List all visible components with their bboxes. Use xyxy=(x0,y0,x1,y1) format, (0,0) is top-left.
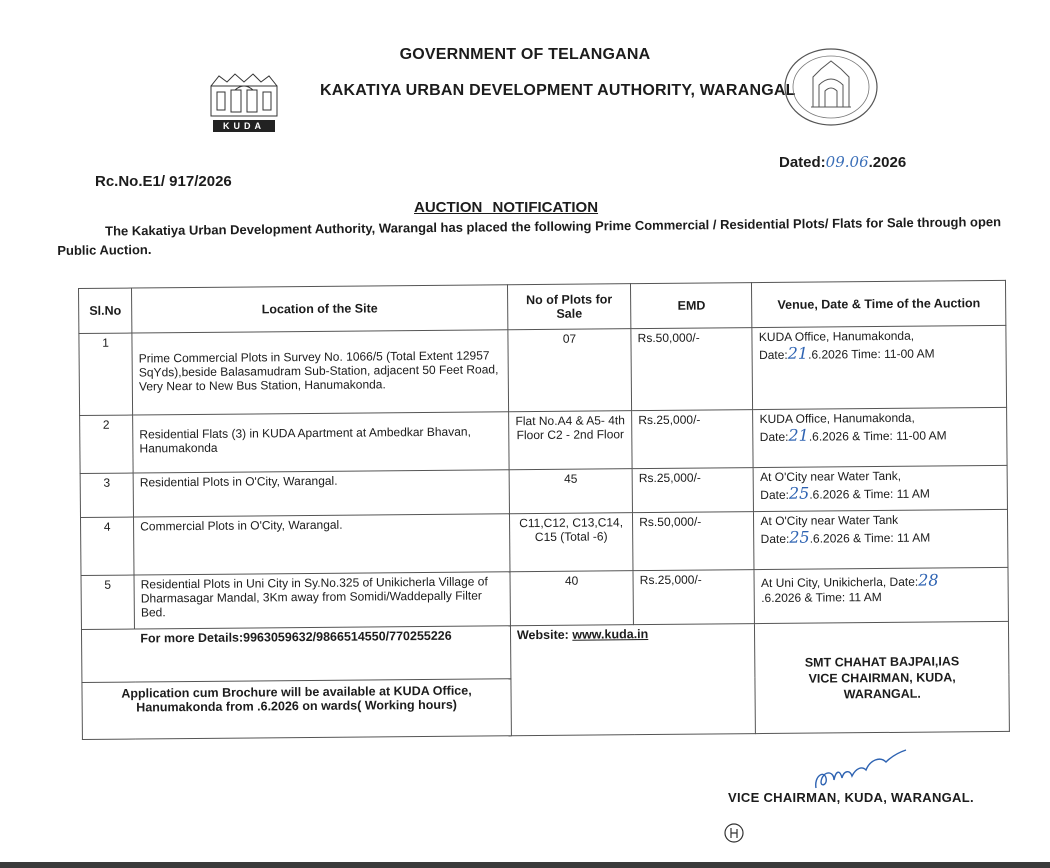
row-emd: Rs.25,000/- xyxy=(633,570,755,625)
intro-paragraph xyxy=(57,212,1027,260)
date-suffix: .6.2026 & Time: 11 AM xyxy=(809,530,931,546)
row-venue xyxy=(753,407,1007,467)
table-row xyxy=(80,407,1007,473)
row-venue xyxy=(754,509,1008,569)
dated-line xyxy=(779,153,906,171)
auction-table xyxy=(78,280,1010,740)
date-suffix: .6.2026 & Time: 11 AM xyxy=(809,486,930,502)
date-prefix: Date: xyxy=(760,487,790,503)
row-plots: 07 xyxy=(508,329,632,412)
row-sl: 1 xyxy=(79,333,133,415)
venue-date xyxy=(759,342,1000,363)
footer-row-contact xyxy=(81,621,1008,682)
header-emd: EMD xyxy=(631,283,753,329)
table-header-row xyxy=(79,280,1006,333)
dated-year: .2026 xyxy=(868,154,907,171)
venue-place: KUDA Office, Hanumakonda, xyxy=(758,328,915,345)
notice-title: AUCTION NOTIFICATION xyxy=(414,199,599,216)
row-sl: 5 xyxy=(81,575,135,629)
venue-place: KUDA Office, Hanumakonda, xyxy=(759,410,915,427)
official-title: VICE CHAIRMAN, KUDA, xyxy=(808,669,956,686)
row-location: Commercial Plots in O'City, Warangal. xyxy=(134,514,510,575)
header-venue: Venue, Date & Time of the Auction xyxy=(752,280,1006,327)
row-emd: Rs.50,000/- xyxy=(633,512,755,571)
date-prefix: Date: xyxy=(758,347,788,363)
dated-handwritten: 09.06 xyxy=(825,153,869,171)
row-location: Residential Plots in O'City, Warangal. xyxy=(133,470,509,517)
row-location: Prime Commercial Plots in Survey No. 1066/5 (Total Extent 12957 SqYds),beside Balasamudram Sub-Station, adjacent 50 Feet Road, Very Near to New Bus Station, Hanumakonda. xyxy=(132,330,508,415)
intro-line-2: Public Auction. xyxy=(57,242,152,258)
government-heading: GOVERNMENT OF TELANGANA xyxy=(399,46,651,63)
row-emd: Rs.50,000/- xyxy=(631,328,753,411)
row-emd: Rs.25,000/- xyxy=(632,468,754,513)
row-venue xyxy=(754,567,1008,623)
venue-place xyxy=(761,570,1002,591)
row-sl: 4 xyxy=(81,517,135,575)
table-row xyxy=(79,325,1007,415)
row-plots: C11,C12, C13,C14, C15 (Total -6) xyxy=(509,513,633,572)
header-location: Location of the Site xyxy=(132,285,508,333)
initial-mark-icon xyxy=(722,821,746,845)
date-prefix: Date: xyxy=(760,531,790,547)
row-emd: Rs.25,000/- xyxy=(632,410,754,469)
flat-numbers: Flat No.A4 & A5- 4th Floor C2 - 2nd Floor xyxy=(515,413,625,443)
date-handwritten: 21 xyxy=(787,343,809,363)
reference-number: Rc.No.E1/ 917/2026 xyxy=(95,173,232,190)
header-plots: No of Plots for Sale xyxy=(507,284,631,330)
date-prefix: Date: xyxy=(759,429,789,445)
official-name: SMT CHAHAT BAJPAI,IAS xyxy=(804,653,960,670)
telangana-seal-icon xyxy=(783,47,879,127)
date-prefix: Date: xyxy=(889,574,919,589)
intro-line-1: The Kakatiya Urban Development Authority, Warangal has placed the following Prime Commercial / Residential Plots/ Flats for Sale through open xyxy=(105,214,1002,239)
website-link[interactable]: www.kuda.in xyxy=(572,627,649,642)
page-bottom-edge xyxy=(0,862,1050,868)
date-suffix: .6.2026 & Time: 11-00 AM xyxy=(808,428,947,444)
venue-date: .6.2026 & Time: 11 AM xyxy=(761,589,882,606)
official-block xyxy=(755,621,1010,733)
brochure-info: Application cum Brochure will be available at KUDA Office, Hanumakonda from .6.2026 on wards( Working hours) xyxy=(82,679,511,740)
row-sl: 2 xyxy=(80,415,134,473)
venue-date xyxy=(761,526,1002,547)
venue-place-text: At Uni City, Unikicherla, xyxy=(760,574,887,591)
row-plots: 45 xyxy=(509,469,633,514)
date-handwritten: 21 xyxy=(788,425,809,445)
row-plots: 40 xyxy=(510,571,634,626)
contact-details: For more Details:9963059632/9866514550/770255226 xyxy=(81,626,510,683)
venue-place: At O'City near Water Tank xyxy=(760,512,899,529)
signatory-title: VICE CHAIRMAN, KUDA, WARANGAL. xyxy=(728,790,974,805)
logo-text: KUDA xyxy=(223,121,265,131)
website-cell xyxy=(510,624,755,736)
venue-date xyxy=(760,424,1001,445)
date-handwritten: 28 xyxy=(918,570,939,590)
kuda-logo xyxy=(205,68,283,134)
date-handwritten: 25 xyxy=(789,527,810,547)
authority-heading: KAKATIYA URBAN DEVELOPMENT AUTHORITY, WARANGAL xyxy=(320,82,796,99)
venue-date xyxy=(760,482,1001,503)
official-city: WARANGAL. xyxy=(843,686,921,701)
row-sl: 3 xyxy=(80,473,133,517)
table-row xyxy=(81,567,1008,629)
row-venue xyxy=(752,325,1006,409)
date-handwritten: 25 xyxy=(788,483,810,503)
row-location: Residential Flats (3) in KUDA Apartment at Ambedkar Bhavan, Hanumakonda xyxy=(133,412,509,473)
row-plots xyxy=(509,411,633,470)
date-suffix: .6.2026 Time: 11-00 AM xyxy=(808,346,935,362)
table-row xyxy=(81,509,1008,575)
website-label: Website: xyxy=(516,627,569,643)
row-venue xyxy=(754,465,1008,511)
dated-label: Dated: xyxy=(779,154,826,171)
venue-place: At O'City near Water Tank, xyxy=(760,468,902,485)
handwritten-signature xyxy=(810,748,910,794)
header-sl: Sl.No xyxy=(79,288,133,333)
row-location: Residential Plots in Uni City in Sy.No.325 of Unikicherla Village of Dharmasagar Mandal, 3Km away from Somidi/Waddepally Filter Bed. xyxy=(134,572,510,629)
